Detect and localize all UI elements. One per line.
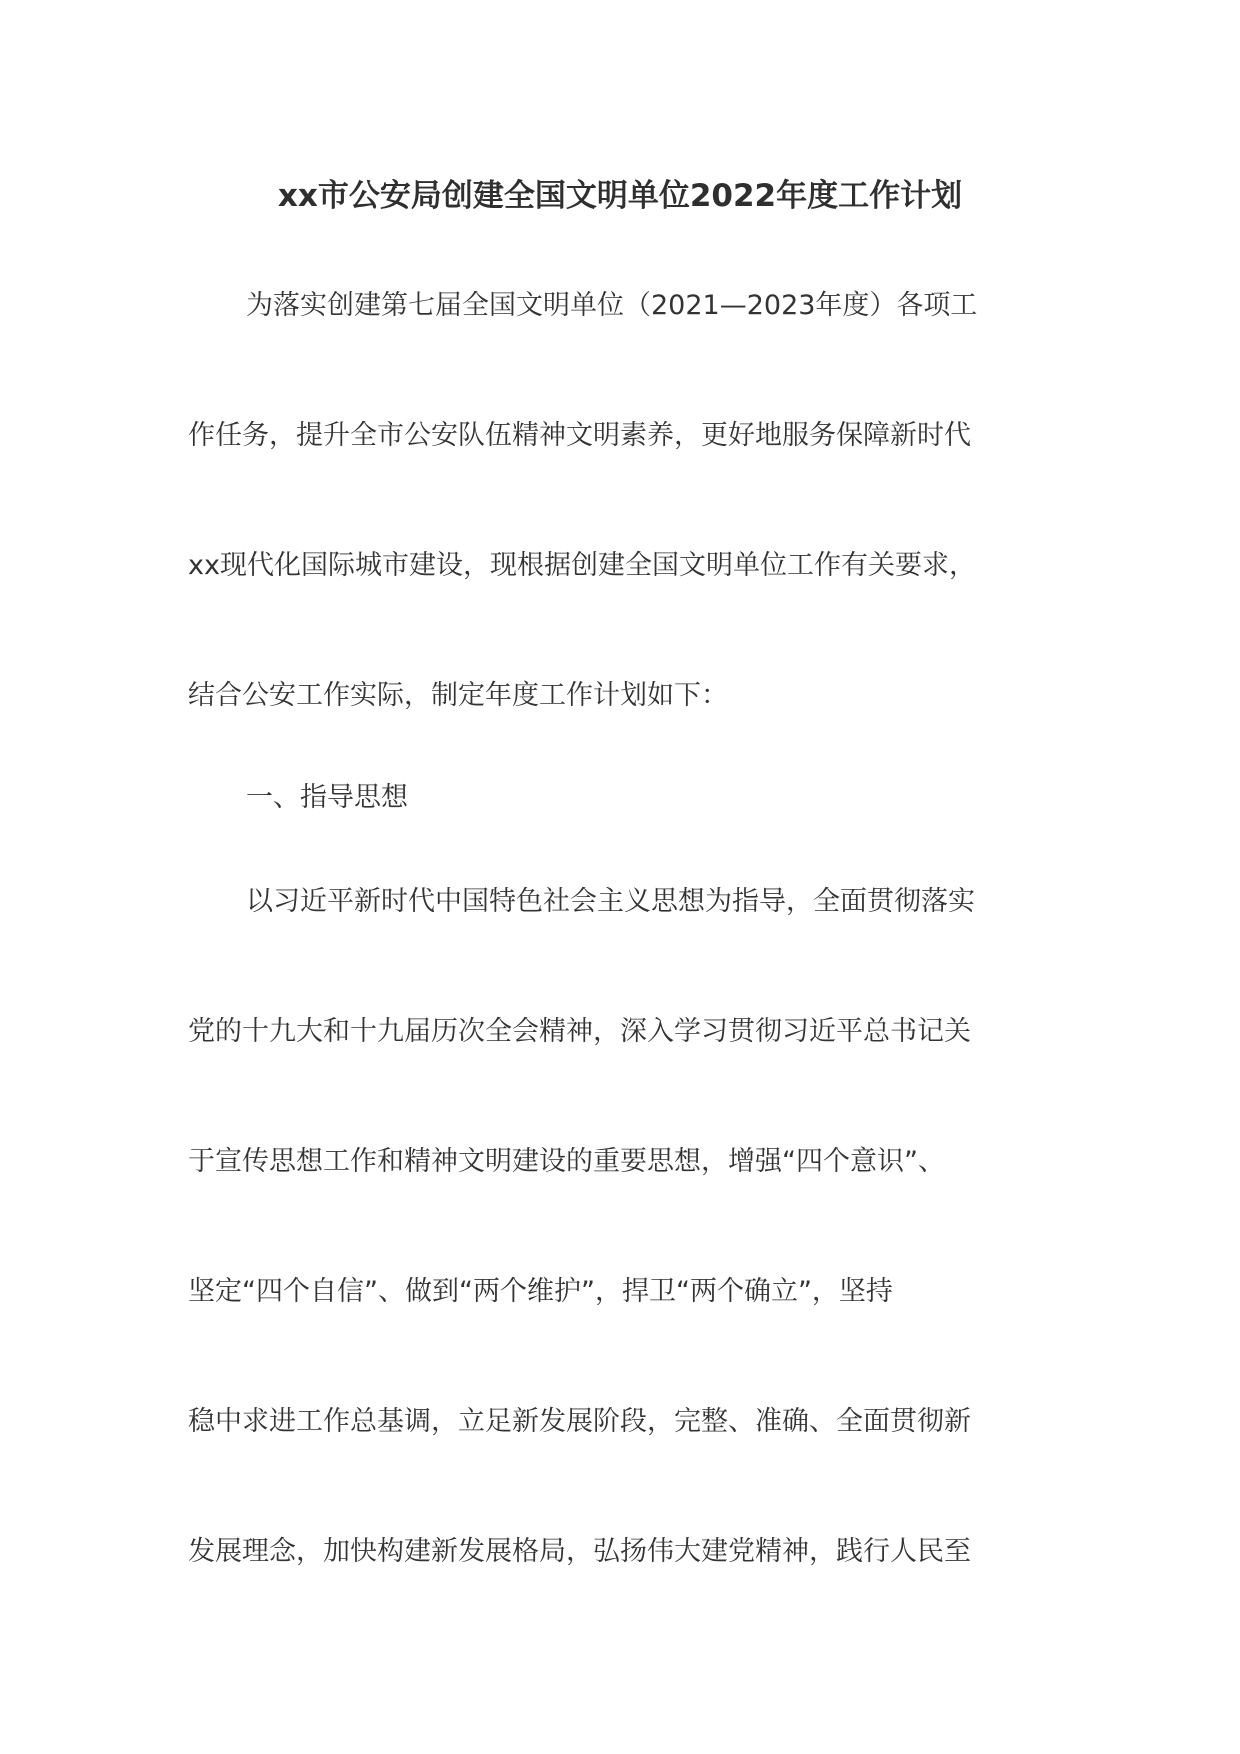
paragraph-line: 党的十九大和十九届历次全会精神，深入学习贯彻习近平总书记关: [188, 1016, 971, 1047]
paragraph-line: 结合公安工作实际，制定年度工作计划如下：: [188, 680, 728, 711]
document-title: xx市公安局创建全国文明单位2022年度工作计划: [277, 178, 963, 214]
paragraph-line: 稳中求进工作总基调，立足新发展阶段，完整、准确、全面贯彻新: [188, 1406, 971, 1437]
paragraph-line: 作任务，提升全市公安队伍精神文明素养，更好地服务保障新时代: [188, 420, 971, 451]
paragraph-line: xx现代化国际城市建设，现根据创建全国文明单位工作有关要求，: [188, 550, 976, 581]
section-heading: 一、指导思想: [246, 782, 408, 813]
paragraph-line: 以习近平新时代中国特色社会主义思想为指导，全面贯彻落实: [246, 886, 975, 917]
paragraph-line: 发展理念，加快构建新发展格局，弘扬伟大建党精神，践行人民至: [188, 1536, 971, 1567]
paragraph-line: 于宣传思想工作和精神文明建设的重要思想，增强“四个意识”、: [188, 1146, 945, 1177]
paragraph-line: 为落实创建第七届全国文明单位（2021—2023年度）各项工: [246, 290, 978, 321]
paragraph-line: 坚定“四个自信”、做到“两个维护”，捍卫“两个确立”，坚持: [188, 1276, 893, 1307]
